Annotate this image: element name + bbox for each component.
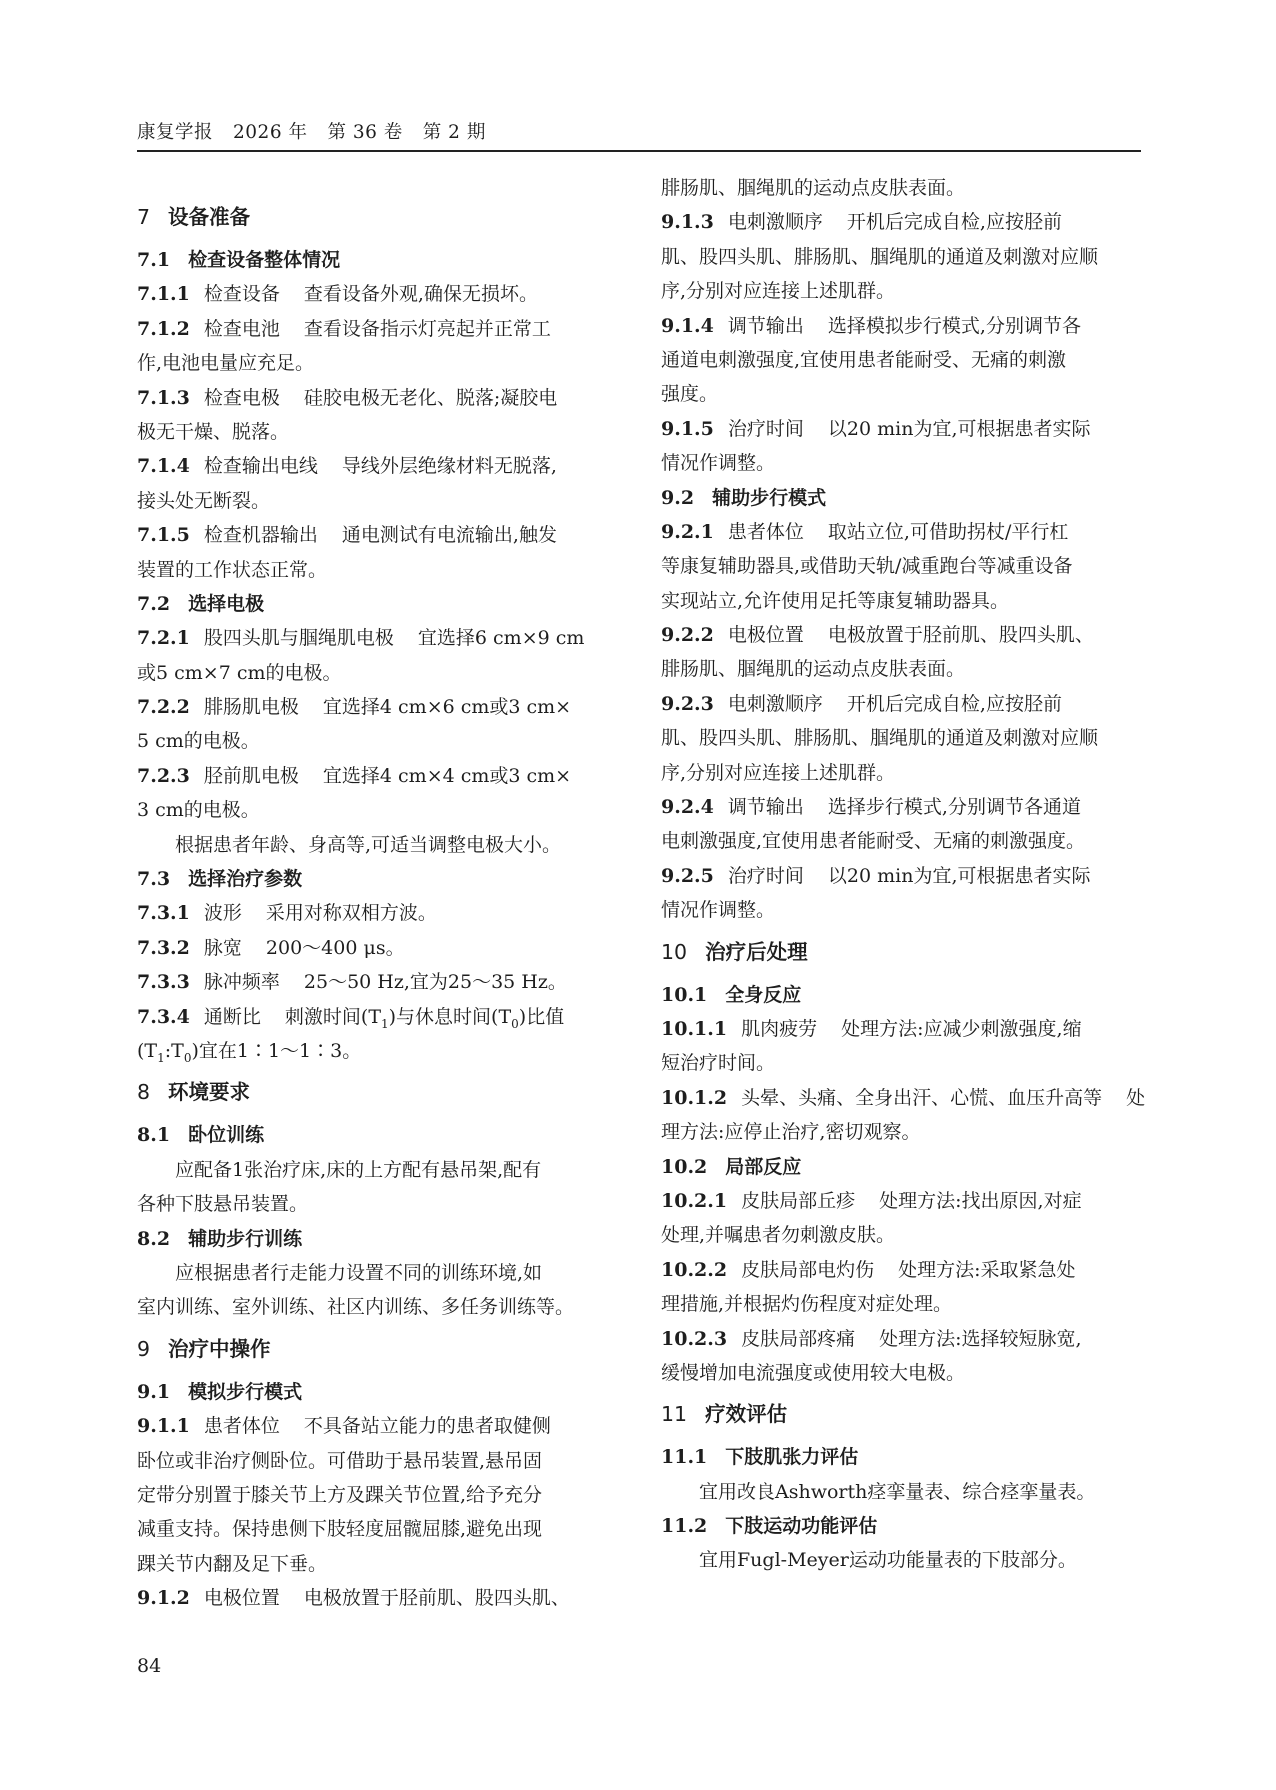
clause: 9.1.1 患者体位 不具备站立能力的患者取健侧	[137, 1415, 551, 1438]
paragraph: 宜用改良Ashworth痉挛量表、综合痉挛量表。	[699, 1480, 1096, 1503]
clause-continuation: 卧位或非治疗侧卧位。可借助于悬吊装置,悬吊固	[137, 1449, 543, 1472]
header-rule	[137, 150, 1141, 152]
clause: 10.1.2 头晕、头痛、全身出汗、心慌、血压升高等 处	[661, 1086, 1146, 1109]
page-number: 84	[137, 1655, 162, 1677]
clause-continuation: 理措施,并根据灼伤程度对症处理。	[661, 1293, 953, 1316]
clause: 7.3.1 波形 采用对称双相方波。	[137, 902, 437, 925]
clause: 7.1.1 检查设备 查看设备外观,确保无损坏。	[137, 283, 538, 306]
clause-continuation: 强度。	[661, 383, 719, 406]
paragraph: 应根据患者行走能力设置不同的训练环境,如	[175, 1261, 543, 1284]
subsection-heading: 8.1 卧位训练	[137, 1124, 265, 1147]
clause-continuation: $(T_1:T_0)$宜在1∶1～1∶3。	[137, 1039, 362, 1065]
clause-continuation: 腓肠肌、腘绳肌的运动点皮肤表面。	[661, 177, 966, 199]
subsection-heading: 10.2 局部反应	[661, 1155, 802, 1178]
clause-continuation: 缓慢增加电流强度或使用较大电极。	[661, 1361, 966, 1384]
clause: 9.2.1 患者体位 取站立位,可借助拐杖/平行杠	[661, 520, 1069, 543]
running-header	[137, 118, 506, 144]
subsection-heading: 10.1 全身反应	[661, 983, 802, 1006]
clause: 9.1.4 调节输出 选择模拟步行模式,分别调节各	[661, 314, 1081, 337]
subsection-heading: 11.1 下肢肌张力评估	[661, 1446, 859, 1469]
clause: 7.3.4 通断比 刺激时间$(T_1)$与休息时间$(T_0)$比值	[137, 1005, 565, 1031]
clause: 10.1.1 肌肉疲劳 处理方法:应减少刺激强度,缩	[661, 1017, 1082, 1040]
clause: 7.1.4 检查输出电线 导线外层绝缘材料无脱落,	[137, 455, 557, 478]
clause-continuation: 极无干燥、脱落。	[137, 420, 290, 443]
clause-continuation: 等康复辅助器具,或借助天轨/减重跑台等减重设备	[661, 555, 1073, 578]
clause-continuation: 实现站立,允许使用足托等康复辅助器具。	[661, 589, 1010, 612]
clause: 7.2.2 腓肠肌电极 宜选择4 cm×6 cm或3 cm×	[137, 696, 572, 719]
clause: 9.1.3 电刺激顺序 开机后完成自检,应按胫前	[661, 211, 1062, 234]
clause-continuation: 肌、股四头肌、腓肠肌、腘绳肌的通道及刺激对应顺	[661, 245, 1099, 268]
paragraph: 应配备1张治疗床,床的上方配有悬吊架,配有	[175, 1158, 542, 1181]
section-heading: 7 设备准备	[137, 205, 251, 229]
clause-continuation: 装置的工作状态正常。	[137, 558, 328, 581]
paragraph-continuation: 室内训练、室外训练、社区内训练、多任务训练等。	[137, 1296, 575, 1319]
subsection-heading: 7.3 选择治疗参数	[137, 868, 303, 891]
journal-volume: 第 36 卷	[327, 122, 403, 143]
clause: 9.2.4 调节输出 选择步行模式,分别调节各通道	[661, 796, 1081, 819]
clause: 9.1.5 治疗时间 以20 min为宜,可根据患者实际	[661, 417, 1091, 440]
journal-year: 2026 年	[233, 122, 308, 143]
clause: 10.2.1 皮肤局部丘疹 处理方法:找出原因,对症	[661, 1189, 1082, 1212]
clause: 7.1.5 检查机器输出 通电测试有电流输出,触发	[137, 524, 557, 547]
subsection-heading: 9.1 模拟步行模式	[137, 1380, 303, 1403]
subsection-heading: 8.2 辅助步行训练	[137, 1227, 303, 1250]
clause-continuation: 腓肠肌、腘绳肌的运动点皮肤表面。	[661, 658, 966, 681]
clause: 10.2.3 皮肤局部疼痛 处理方法:选择较短脉宽,	[661, 1327, 1082, 1350]
subsection-heading: 11.2 下肢运动功能评估	[661, 1515, 878, 1538]
left-column	[137, 193, 617, 1615]
clause: 9.1.2 电极位置 电极放置于胫前肌、股四头肌、	[137, 1587, 570, 1610]
paragraph: 宜用Fugl-Meyer运动功能量表的下肢部分。	[699, 1549, 1077, 1572]
clause-continuation: 通道电刺激强度,宜使用患者能耐受、无痛的刺激	[661, 348, 1067, 371]
journal-issue: 第 2 期	[422, 122, 486, 143]
clause-continuation: 接头处无断裂。	[137, 489, 271, 512]
clause-continuation: 肌、股四头肌、腓肠肌、腘绳肌的通道及刺激对应顺	[661, 727, 1099, 750]
clause-continuation: 定带分别置于膝关节上方及踝关节位置,给予充分	[137, 1483, 543, 1506]
clause: 7.1.2 检查电池 查看设备指示灯亮起并正常工	[137, 317, 551, 340]
clause-continuation: 理方法:应停止治疗,密切观察。	[661, 1121, 921, 1144]
clause: 7.2.1 股四头肌与腘绳肌电极 宜选择6 cm×9 cm	[137, 627, 585, 650]
clause-continuation: 序,分别对应连接上述肌群。	[661, 761, 896, 784]
clause-continuation: 序,分别对应连接上述肌群。	[661, 280, 896, 303]
clause-continuation: 作,电池电量应充足。	[137, 352, 315, 375]
clause-continuation: 短治疗时间。	[661, 1052, 776, 1075]
clause-continuation: 3 cm的电极。	[137, 799, 260, 822]
clause-continuation: 踝关节内翻及足下垂。	[137, 1552, 328, 1575]
section-heading: 9 治疗中操作	[137, 1336, 271, 1361]
subsection-heading: 7.1 检查设备整体情况	[137, 249, 341, 271]
clause: 9.2.2 电极位置 电极放置于胫前肌、股四头肌、	[661, 624, 1094, 647]
paragraph-continuation: 各种下肢悬吊装置。	[137, 1193, 309, 1216]
clause: 9.2.5 治疗时间 以20 min为宜,可根据患者实际	[661, 864, 1091, 887]
clause-continuation: 5 cm的电极。	[137, 730, 260, 753]
clause: 10.2.2 皮肤局部电灼伤 处理方法:采取紧急处	[661, 1258, 1076, 1281]
clause: 7.2.3 胫前肌电极 宜选择4 cm×4 cm或3 cm×	[137, 764, 572, 787]
right-column	[661, 171, 1146, 1578]
section-heading: 10 治疗后处理	[661, 939, 808, 964]
clause-continuation: 减重支持。保持患侧下肢轻度屈髋屈膝,避免出现	[137, 1518, 543, 1541]
journal-name: 康复学报	[137, 122, 214, 143]
paragraph: 根据患者年龄、身高等,可适当调整电极大小。	[175, 833, 562, 856]
clause-continuation: 情况作调整。	[661, 452, 776, 475]
subsection-heading: 7.2 选择电极	[137, 592, 265, 615]
clause-continuation: 或5 cm×7 cm的电极。	[137, 661, 342, 684]
section-heading: 8 环境要求	[137, 1080, 251, 1105]
clause-continuation: 情况作调整。	[661, 899, 776, 922]
clause: 7.1.3 检查电极 硅胶电极无老化、脱落;凝胶电	[137, 386, 558, 409]
clause: 7.3.3 脉冲频率 25～50 Hz,宜为25～35 Hz。	[137, 971, 567, 994]
subsection-heading: 9.2 辅助步行模式	[661, 486, 827, 509]
section-heading: 11 疗效评估	[661, 1402, 788, 1427]
clause-continuation: 处理,并嘱患者勿刺激皮肤。	[661, 1224, 896, 1247]
clause: 9.2.3 电刺激顺序 开机后完成自检,应按胫前	[661, 692, 1062, 715]
clause: 7.3.2 脉宽 200～400 μs。	[137, 936, 405, 959]
clause-continuation: 电刺激强度,宜使用患者能耐受、无痛的刺激强度。	[661, 830, 1086, 853]
